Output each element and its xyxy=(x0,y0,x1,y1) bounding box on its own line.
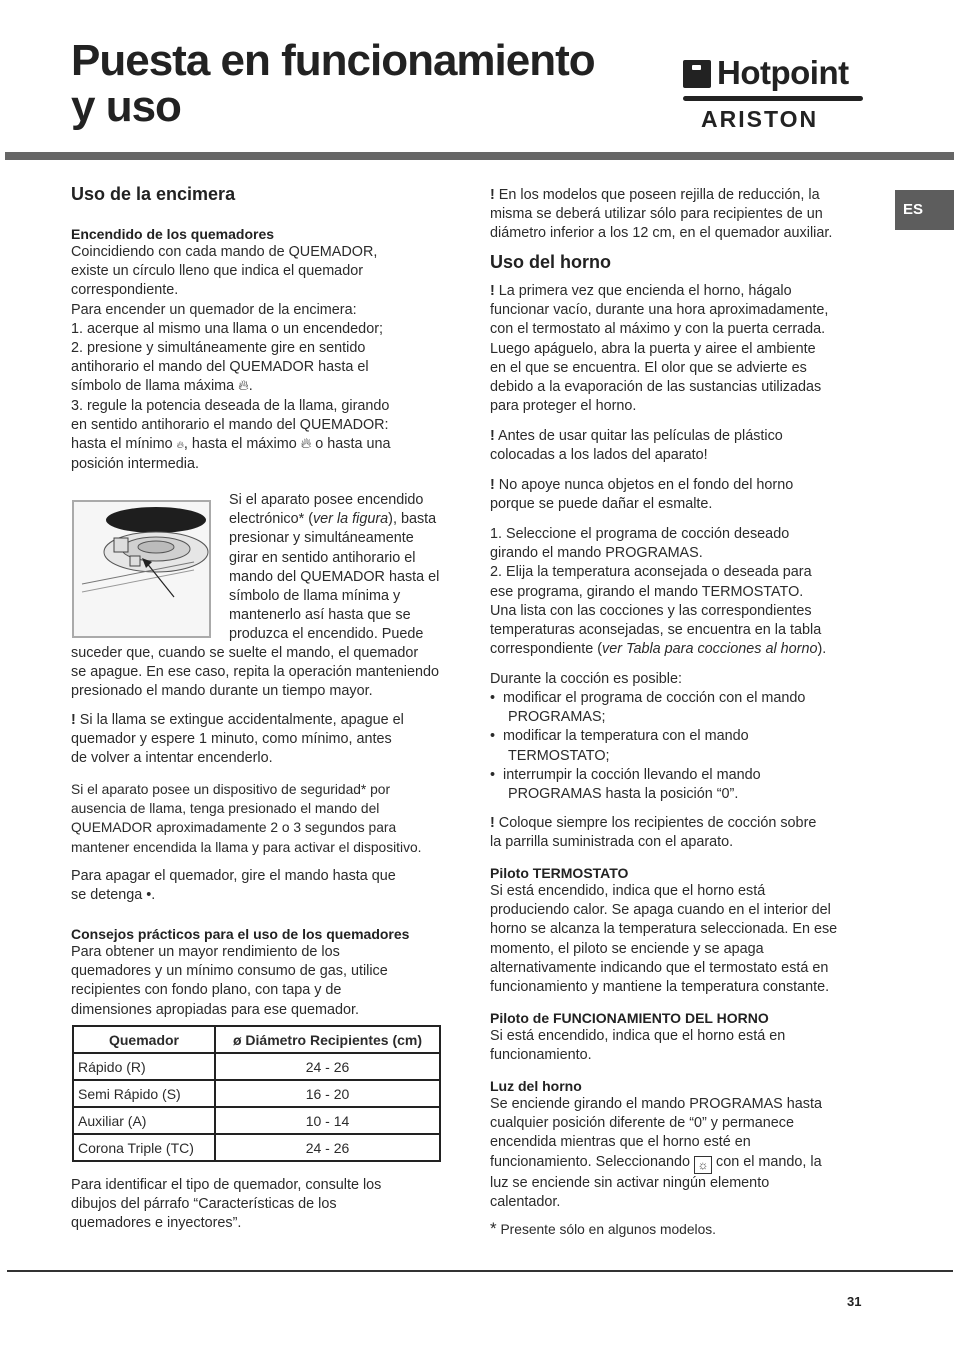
fig-side-text: Si el aparato posee encendido electrónico* (ver la figura), basta presionar y simultáneamente girar en sentido antihorario el mando del QUEMADOR hasta el símbolo de llama mínima y mantenerlo así hasta que se produzca el encendido. Puede xyxy=(229,492,440,643)
list-item: • interrumpir la cocción llevando el mando xyxy=(490,766,761,783)
warning-peliculas: ! Antes de usar quitar las películas de plástico colocadas a los lados del aparato! xyxy=(490,428,783,464)
table-row xyxy=(73,1053,440,1080)
burner-ignition-figure xyxy=(72,500,211,638)
warning-flame-out: ! Si la llama se extingue accidentalmente, apague el quemador y espere 1 minuto, como mínimo, antes de volver a intentar encenderlo. xyxy=(71,712,404,767)
burner-illustration xyxy=(74,502,209,636)
encendido-text: Coincidiendo con cada mando de QUEMADOR, existe un círculo lleno que indica el quemador correspondiente. Para encender un quemador de la encimera: 1. acerque al mismo una llama o un encendedor; 2. presione y simultáneamente gire en sentido antihorario el mando del QUEMADOR hasta el símbolo de llama máxima 🔥︎. 3. regule la potencia deseada de la llama, girando en sentido antihorario el mando del QUEMADOR: hasta el mínimo 🔥︎, hasta el máximo 🔥︎ o hasta una posición intermedia. xyxy=(71,244,391,473)
table-row xyxy=(73,1134,440,1161)
table-cell: 10 - 14 xyxy=(215,1107,440,1134)
subtitle-luz-horno: Luz del horno xyxy=(490,1078,582,1094)
table-cell: 24 - 26 xyxy=(215,1134,440,1161)
logo-sub: ARISTON xyxy=(701,106,819,132)
table-cell: Rápido (R) xyxy=(73,1053,215,1080)
hotpoint-ariston-logo xyxy=(683,54,863,134)
identificar-text: Para identificar el tipo de quemador, consulte los dibujos del párrafo “Características de los quemadores e inyectores”. xyxy=(71,1177,382,1232)
table-row xyxy=(73,1080,440,1107)
warning-mark-icon: ! xyxy=(490,815,495,831)
flame-max-icon: 🔥︎ xyxy=(238,378,249,395)
subtitle-piloto-funcionamiento: Piloto de FUNCIONAMIENTO DEL HORNO xyxy=(490,1010,769,1026)
footnote: * Presente sólo en algunos modelos. xyxy=(490,1219,716,1238)
table-header-row xyxy=(73,1026,440,1053)
warning-mark-icon: ! xyxy=(490,477,495,493)
table-cell: Corona Triple (TC) xyxy=(73,1134,215,1161)
subtitle-encendido: Encendido de los quemadores xyxy=(71,226,275,242)
footnote-star: * xyxy=(490,1219,497,1238)
warning-primera-vez: ! La primera vez que encienda el horno, hágalo funcionar vacío, durante una hora aproximadamente, con el termostato al máximo y con la puerta cerrada. Luego apáguelo, abra la puerta y airee el ambiente en el que se encuentra. El olor que se advierte es debido a la evaporación de las sustancias utilizadas para proteger el horno. xyxy=(490,283,829,415)
table-cell: Semi Rápido (S) xyxy=(73,1080,215,1107)
subtitle-piloto-termostato: Piloto TERMOSTATO xyxy=(490,865,629,881)
page-number: 31 xyxy=(847,1294,862,1309)
table-header: Quemador xyxy=(73,1026,215,1053)
table-cell: 24 - 26 xyxy=(215,1053,440,1080)
fig-after-text: suceder que, cuando se suelte el mando, el quemador se apague. En ese caso, repita la operación manteniendo presionado el mando durante un tiempo mayor. xyxy=(71,645,440,700)
apagar-text: Para apagar el quemador, gire el mando hasta que se detenga •. xyxy=(71,868,396,904)
table-cell: Auxiliar (A) xyxy=(73,1107,215,1134)
table-row xyxy=(73,1107,440,1134)
table-header: ø Diámetro Recipientes (cm) xyxy=(215,1026,440,1053)
oven-light-icon: ☼ xyxy=(694,1156,712,1174)
table-cell: 16 - 20 xyxy=(215,1080,440,1107)
footer-rule xyxy=(7,1270,953,1272)
subtitle-consejos: Consejos prácticos para el uso de los quemadores xyxy=(71,926,410,942)
safety-device-text: Si el aparato posee un dispositivo de seguridad* por ausencia de llama, tenga presionado el mando del QUEMADOR aproximadamente 2 o 3 segundos para mantener encendida la llama y para activar el dispositivo. xyxy=(71,782,422,855)
list-item: • modificar la temperatura con el mando xyxy=(490,728,749,745)
language-tab: ES xyxy=(895,190,954,230)
header-rule xyxy=(5,152,954,160)
page-title: Puesta en funcionamiento y uso xyxy=(71,36,595,131)
flame-min-icon: 🔥︎ xyxy=(176,440,184,452)
steps-text: 1. Seleccione el programa de cocción deseado girando el mando PROGRAMAS. 2. Elija la temperatura aconsejada o deseada para ese programa, girando el mando TERMOSTATO. Una lista con las cocciones y las correspondientes temperaturas aconsejadas, se encuentra en la tabla correspondiente (ver Tabla para cocciones al horno). xyxy=(490,526,827,658)
warning-mark-icon: ! xyxy=(71,712,76,728)
piloto-termostato-text: Si está encendido, indica que el horno está produciendo calor. Se apaga cuando en el interior del horno se alcanza la temperatura seleccionada. En ese momento, el piloto se enciende y se apaga alternativamente indicando que el termostato está en funcionamiento y mantiene la temperatura constante. xyxy=(490,883,838,996)
warning-mark-icon: ! xyxy=(490,283,495,299)
warning-mark-icon: ! xyxy=(490,428,495,444)
burner-table xyxy=(72,1025,441,1162)
warning-no-apoye: ! No apoye nunca objetos en el fondo del horno porque se puede dañar el esmalte. xyxy=(490,477,794,513)
logo-divider xyxy=(683,96,863,101)
warning-coloque: ! Coloque siempre los recipientes de cocción sobre la parrilla suministrada con el aparato. xyxy=(490,815,817,851)
logo-mark-icon xyxy=(683,60,711,88)
warning-mark-icon: ! xyxy=(490,187,495,203)
logo-brand: Hotpoint xyxy=(717,54,849,91)
flame-max-icon: 🔥︎ xyxy=(300,436,312,453)
section-title-horno: Uso del horno xyxy=(490,252,611,272)
bullet-list: • modificar el programa de cocción con el mando PROGRAMAS; • modificar la temperatura con el mando TERMOSTATO; • interrumpir la cocción llevando el mando PROGRAMAS hasta la posición “0”. xyxy=(490,689,870,804)
consejos-text: Para obtener un mayor rendimiento de los quemadores y un mínimo consumo de gas, utilice recipientes con fondo plano, con tapa y de dimensiones apropiadas para ese quemador. xyxy=(71,944,388,1018)
section-title-encimera: Uso de la encimera xyxy=(71,184,236,204)
luz-horno-text: Se enciende girando el mando PROGRAMAS hasta cualquier posición diferente de “0” y permanece encendida mientras que el horno esté en funcionamiento. Seleccionando ☼ con el mando, la luz se enciende sin activar ningún elemento calentador. xyxy=(490,1096,822,1210)
list-item: • modificar el programa de cocción con el mando xyxy=(490,690,806,706)
rejilla-note: ! En los modelos que poseen rejilla de reducción, la misma se deberá utilizar sólo para recipientes de un diámetro inferior a los 12 cm, en el quemador auxiliar. xyxy=(490,187,833,242)
piloto-funcionamiento-text: Si está encendido, indica que el horno está en funcionamiento. xyxy=(490,1028,786,1064)
durante-text: Durante la cocción es posible: xyxy=(490,671,682,687)
